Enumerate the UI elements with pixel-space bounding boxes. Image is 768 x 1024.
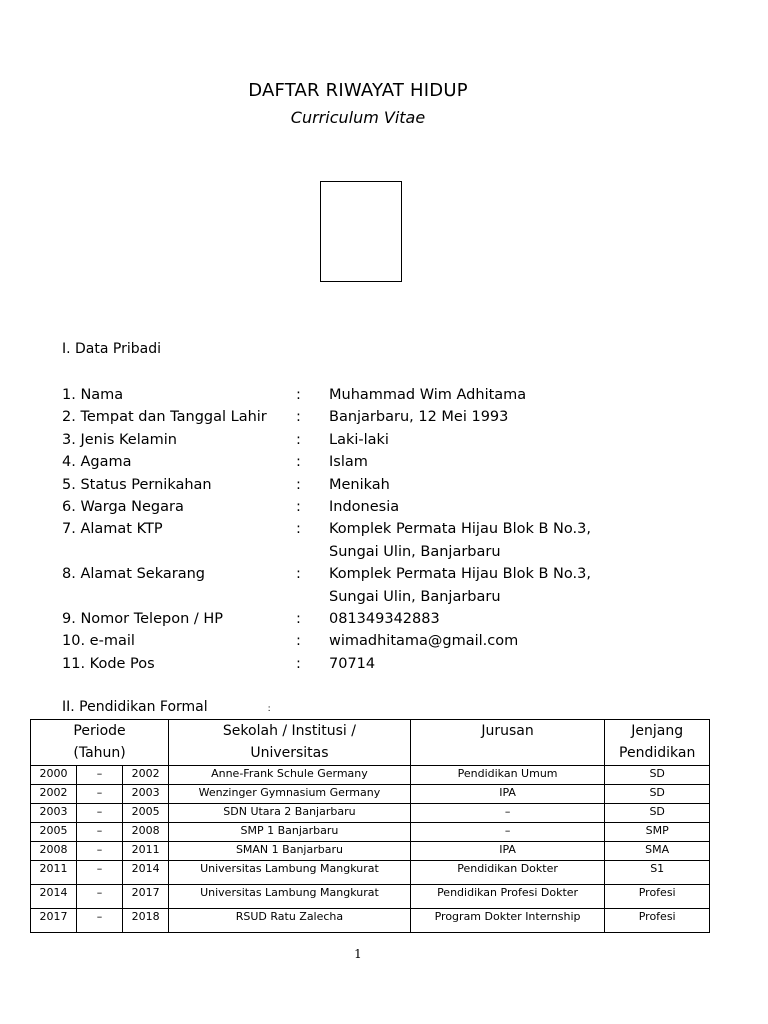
year-start-cell: 2005 — [31, 823, 77, 842]
field-separator: : — [296, 499, 301, 516]
column-header-line: Sekolah / Institusi / — [222, 723, 356, 739]
personal-data-row — [62, 429, 702, 451]
table-row — [31, 823, 710, 842]
field-separator: : — [296, 454, 301, 471]
personal-data-row — [62, 474, 702, 496]
level-cell: SD — [605, 785, 710, 804]
year-start-cell: 2003 — [31, 804, 77, 823]
major-cell: Pendidikan Profesi Dokter — [410, 885, 605, 909]
field-label: 3. Jenis Kelamin — [62, 431, 177, 448]
year-dash-cell: – — [77, 823, 123, 842]
field-value-line: Banjarbaru, 12 Mei 1993 — [329, 409, 509, 426]
field-label: 8. Alamat Sekarang — [62, 566, 205, 583]
field-label: 10. e-mail — [62, 633, 135, 650]
column-header-periode — [31, 720, 169, 766]
field-value — [329, 384, 702, 406]
field-value-line: Sungai Ulin, Banjarbaru — [329, 543, 501, 560]
field-value — [329, 496, 702, 518]
personal-data-row — [62, 406, 702, 428]
field-label: 4. Agama — [62, 454, 132, 471]
field-value — [329, 608, 702, 630]
year-start-cell: 2002 — [31, 785, 77, 804]
column-header-line: Universitas — [250, 745, 329, 761]
column-header-jurusan — [410, 720, 605, 766]
personal-data-row — [62, 563, 702, 608]
document-subtitle: Curriculum Vitae — [290, 108, 426, 127]
personal-data-row — [62, 451, 702, 473]
year-start-cell: 2008 — [31, 842, 77, 861]
table-row — [31, 842, 710, 861]
field-value — [329, 429, 702, 451]
field-label: 6. Warga Negara — [62, 499, 184, 516]
field-label: 5. Status Pernikahan — [62, 476, 212, 493]
personal-data-row — [62, 518, 702, 563]
field-value-line: Komplek Permata Hijau Blok B No.3, — [329, 521, 591, 538]
year-end-cell: 2008 — [123, 823, 169, 842]
level-cell: SD — [605, 766, 710, 785]
year-dash-cell: – — [77, 766, 123, 785]
level-cell: Profesi — [605, 909, 710, 933]
level-cell: Profesi — [605, 885, 710, 909]
section-heading-personal — [62, 341, 161, 357]
year-dash-cell: – — [77, 861, 123, 885]
year-dash-cell: – — [77, 785, 123, 804]
field-value — [329, 630, 702, 652]
table-row — [31, 861, 710, 885]
level-cell: SD — [605, 804, 710, 823]
school-cell: SDN Utara 2 Banjarbaru — [169, 804, 411, 823]
school-cell: SMAN 1 Banjarbaru — [169, 842, 411, 861]
year-end-cell: 2005 — [123, 804, 169, 823]
education-table — [30, 719, 710, 933]
school-cell: Anne-Frank Schule Germany — [169, 766, 411, 785]
school-cell: Wenzinger Gymnasium Germany — [169, 785, 411, 804]
personal-data-row — [62, 653, 702, 675]
table-row — [31, 909, 710, 933]
document-title: DAFTAR RIWAYAT HIDUP — [248, 80, 468, 101]
major-cell: Pendidikan Umum — [410, 766, 605, 785]
level-cell: S1 — [605, 861, 710, 885]
table-row — [31, 885, 710, 909]
field-label: 7. Alamat KTP — [62, 521, 163, 538]
field-value-line: 081349342883 — [329, 611, 440, 628]
field-value — [329, 563, 702, 608]
table-row — [31, 804, 710, 823]
field-separator: : — [296, 476, 301, 493]
section-heading-education — [62, 699, 271, 715]
field-separator: : — [296, 431, 301, 448]
personal-data-row — [62, 608, 702, 630]
level-cell: SMP — [605, 823, 710, 842]
field-value-line: Sungai Ulin, Banjarbaru — [329, 588, 501, 605]
field-value-line: Indonesia — [329, 499, 400, 516]
year-start-cell: 2000 — [31, 766, 77, 785]
page-number: 1 — [354, 947, 362, 961]
column-header-line: Jenjang — [631, 723, 684, 739]
major-cell: – — [410, 804, 605, 823]
field-separator: : — [296, 566, 301, 583]
field-separator: : — [296, 521, 301, 538]
field-value-line: Menikah — [329, 476, 390, 493]
field-separator: : — [296, 655, 301, 672]
personal-data-list — [62, 384, 702, 675]
year-dash-cell: – — [77, 842, 123, 861]
year-end-cell: 2011 — [123, 842, 169, 861]
major-cell: IPA — [410, 842, 605, 861]
section-heading-personal-text: I. Data Pribadi — [62, 341, 161, 357]
field-value — [329, 406, 702, 428]
column-header-line: (Tahun) — [73, 745, 126, 761]
year-end-cell: 2018 — [123, 909, 169, 933]
personal-data-row — [62, 384, 702, 406]
year-dash-cell: – — [77, 885, 123, 909]
year-dash-cell: – — [77, 804, 123, 823]
field-value — [329, 518, 702, 563]
school-cell: RSUD Ratu Zalecha — [169, 909, 411, 933]
field-value-line: Komplek Permata Hijau Blok B No.3, — [329, 566, 591, 583]
year-start-cell: 2017 — [31, 909, 77, 933]
field-label: 2. Tempat dan Tanggal Lahir — [62, 409, 267, 426]
photo-placeholder — [320, 181, 402, 282]
field-separator: : — [296, 633, 301, 650]
year-start-cell: 2014 — [31, 885, 77, 909]
year-start-cell: 2011 — [31, 861, 77, 885]
field-separator: : — [296, 387, 301, 403]
year-end-cell: 2003 — [123, 785, 169, 804]
section-heading-education-colon: : — [267, 704, 271, 714]
field-value-line: Muhammad Wim Adhitama — [329, 387, 527, 403]
school-cell: Universitas Lambung Mangkurat — [169, 885, 411, 909]
level-cell: SMA — [605, 842, 710, 861]
year-end-cell: 2017 — [123, 885, 169, 909]
field-label: 9. Nomor Telepon / HP — [62, 611, 224, 628]
year-end-cell: 2014 — [123, 861, 169, 885]
personal-data-row — [62, 496, 702, 518]
major-cell: – — [410, 823, 605, 842]
field-value-line: Islam — [329, 454, 368, 471]
field-value — [329, 653, 702, 675]
column-header-line: Jurusan — [481, 723, 534, 739]
year-end-cell: 2002 — [123, 766, 169, 785]
field-value — [329, 474, 702, 496]
column-header-sekolah — [169, 720, 411, 766]
table-row — [31, 766, 710, 785]
section-heading-education-text: II. Pendidikan Formal — [62, 699, 208, 715]
column-header-line: Pendidikan — [619, 745, 696, 761]
field-value-line: Laki-laki — [329, 431, 389, 448]
school-cell: SMP 1 Banjarbaru — [169, 823, 411, 842]
field-label: 11. Kode Pos — [62, 655, 155, 672]
column-header-jenjang — [605, 720, 710, 766]
field-label: 1. Nama — [62, 387, 124, 403]
major-cell: IPA — [410, 785, 605, 804]
table-row — [31, 785, 710, 804]
education-table-header — [31, 720, 710, 766]
field-value — [329, 451, 702, 473]
column-header-line: Periode — [73, 723, 126, 739]
major-cell: Pendidikan Dokter — [410, 861, 605, 885]
year-dash-cell: – — [77, 909, 123, 933]
school-cell: Universitas Lambung Mangkurat — [169, 861, 411, 885]
field-separator: : — [296, 409, 301, 426]
field-separator: : — [296, 611, 301, 628]
field-value-line: 70714 — [329, 655, 376, 672]
field-value-line: wimadhitama@gmail.com — [329, 633, 519, 650]
personal-data-row — [62, 630, 702, 652]
major-cell: Program Dokter Internship — [410, 909, 605, 933]
